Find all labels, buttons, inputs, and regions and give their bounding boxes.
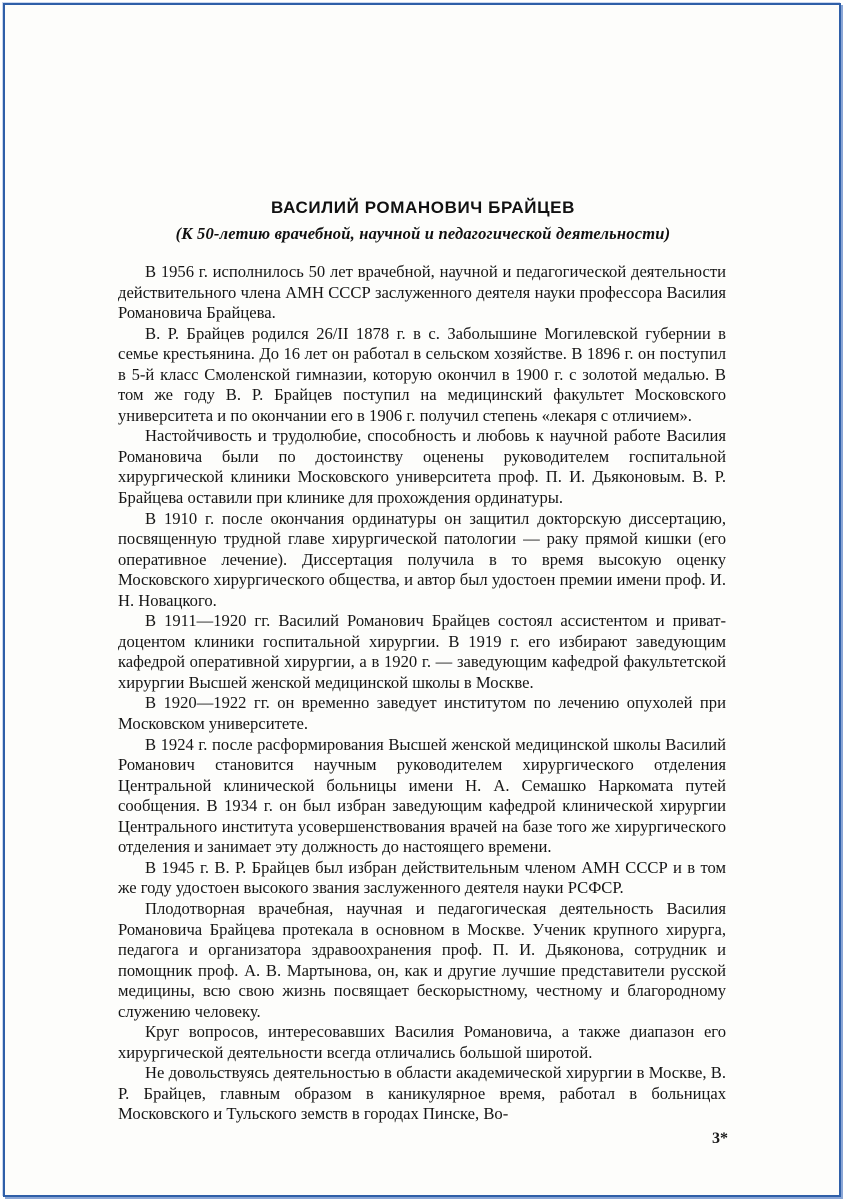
paragraph: В 1920—1922 гг. он временно заведует институтом по лечению опухолей при Московском университете. (118, 693, 726, 734)
paragraph: В 1945 г. В. Р. Брайцев был избран действительным членом АМН СССР и в том же году удостоен высокого звания заслуженного деятеля науки РСФСР. (118, 857, 726, 898)
article-subtitle: (К 50-летию врачебной, научной и педагогической деятельности) (175, 224, 671, 243)
paragraph: В. Р. Брайцев родился 26/II 1878 г. в с. Заболышине Могилевской губернии в семье крестьянина. До 16 лет он работал в сельском хозяйстве. В 1896 г. он поступил в 5-й класс Смоленской гимназии, которую окончил в 1900 г. с золотой медалью. В том же году В. Р. Брайцев поступил на медицинский факультет Московского университета и по окончании его в 1906 г. получил степень «лекаря с отличием». (118, 323, 726, 425)
paragraph: В 1911—1920 гг. Василий Романович Брайцев состоял ассистентом и приват-доцентом клиники госпитальной хирургии. В 1919 г. его избирают заведующим кафедрой оперативной хирургии, а в 1920 г. — заведующим кафедрой факультетской хирургии Высшей женской медицинской школы в Москве. (118, 611, 726, 692)
paragraph: В 1910 г. после окончания ординатуры он защитил докторскую диссертацию, посвященную трудной главе хирургической патологии — раку прямой кишки (его оперативное лечение). Диссертация получила в то время высокую оценку Московского хирургического общества, и автор был удостоен премии имени проф. И. Н. Новацкого. (118, 508, 726, 610)
paragraph: В 1924 г. после расформирования Высшей женской медицинской школы Василий Романович становится научным руководителем хирургического отделения Центральной клинической больницы имени Н. А. Семашко Наркомата путей сообщения. В 1934 г. он был избран заведующим кафедрой клинической хирургии Центрального института усовершенствования врачей на базе того же хирургического отделения и занимает эту должность до настоящего времени. (118, 734, 726, 857)
article-title: ВАСИЛИЙ РОМАНОВИЧ БРАЙЦЕВ (271, 198, 575, 217)
article-body (118, 262, 726, 1125)
page-number: 3* (712, 1130, 728, 1147)
paragraph: В 1956 г. исполнилось 50 лет врачебной, научной и педагогической деятельности действительного члена АМН СССР заслуженного деятеля науки профессора Василия Романовича Брайцева. (118, 262, 726, 323)
paragraph: Настойчивость и трудолюбие, способность и любовь к научной работе Василия Романовича были по достоинству оценены руководителем госпитальной хирургической клиники Московского университета проф. П. И. Дьяконовым. В. Р. Брайцева оставили при клинике для прохождения ординатуры. (118, 426, 726, 508)
paragraph: Не довольствуясь деятельностью в области академической хирургии в Москве, В. Р. Брайцев, главным образом в каникулярное время, работал в больницах Московского и Тульского земств в городах Пинске, Во- (118, 1063, 726, 1124)
paragraph: Круг вопросов, интересовавших Василия Романовича, а также диапазон его хирургической деятельности всегда отличались большой широтой. (118, 1022, 726, 1062)
paragraph: Плодотворная врачебная, научная и педагогическая деятельность Василия Романовича Брайцева протекала в основном в Москве. Ученик крупного хирурга, педагога и организатора здравоохранения проф. П. И. Дьяконова, сотрудник и помощник проф. А. В. Мартынова, он, как и другие лучшие представители русской медицины, всю свою жизнь посвящает бескорыстному, честному и благородному служению человеку. (118, 898, 726, 1021)
